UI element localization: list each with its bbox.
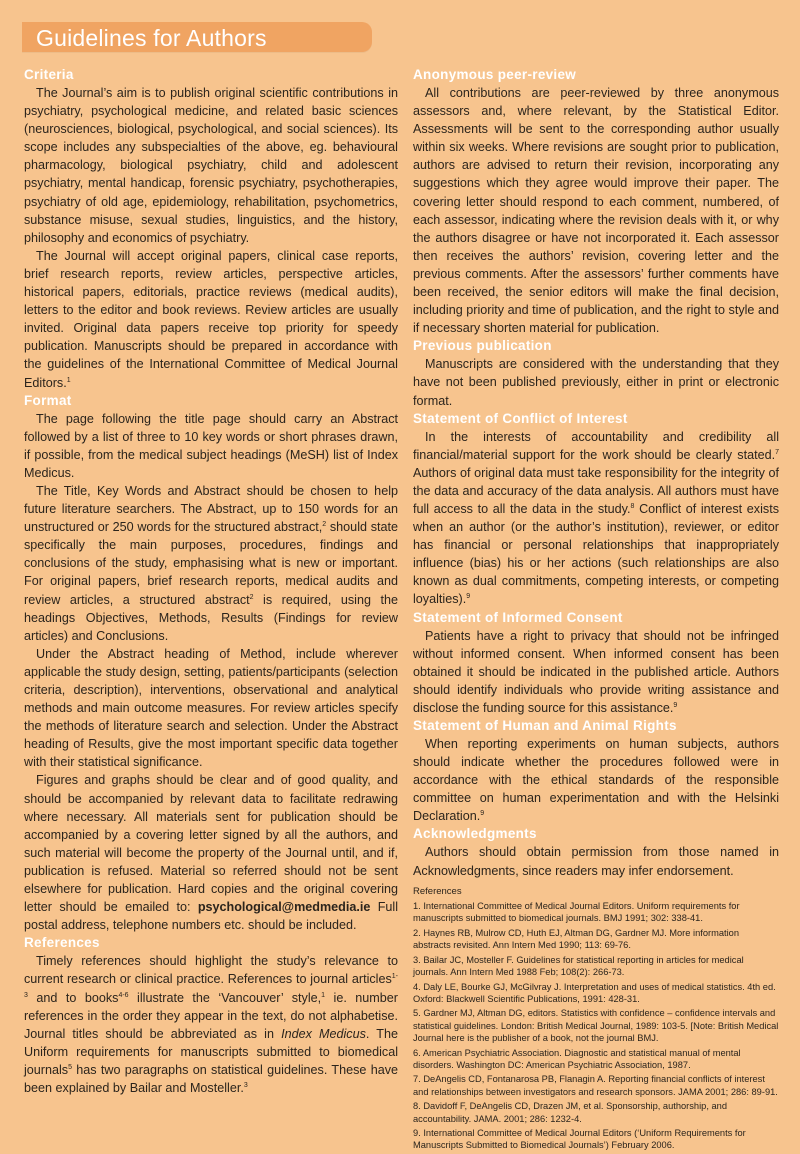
- acknowledgments-paragraph: Authors should obtain permission from those named in Acknowledgments, since readers may infer endorsement.: [413, 845, 779, 878]
- heading-previous-publication: Previous publication: [413, 338, 552, 354]
- submission-email[interactable]: psychological@medmedia.ie: [197, 900, 371, 915]
- references-paragraph: Timely references should highlight the study’s relevance to current research or clinical practice. References to journal articles$^{1-3}$ and to books$^{4-6}$ illustrate the ‘Vancouver’ style,$^1$ ie. number references in the order they appear in the text, do not alphabetise. Journal titles should be abbreviated as in Index Medicus. The Uniform requirements for manuscripts submitted to biomedical journals$^5$ has two paragraphs on statistical guidelines. These have been explained by Bailar and Mosteller.$^3$: [24, 954, 398, 1095]
- criteria-paragraph-2: The Journal will accept original papers, clinical case reports, brief research reports, review articles, perspective articles, historical papers, editorials, practice reviews (medical audits), letters to the editor and book reviews. Review articles are usually invited. Original data papers receive top priority for speedy publication. Manuscripts should be prepared in accordance with the guidelines of the International Committee of Medical Journal Editors.$^1$: [24, 248, 398, 390]
- rights-paragraph: When reporting experiments on human subjects, authors should indicate whether the procedures followed were in accordance with the ethical standards of the responsible committee on human experimentation and with the Helsinki Declaration.$^9$: [413, 737, 779, 824]
- peer-review-paragraph: All contributions are peer-reviewed by three anonymous assessors and, where relevant, by the Statistical Editor. Assessments will be sent to the corresponding author usually within six weeks. Where revisions are sought prior to publication, authors are advised to return their revision, incorporating any suggestions which they agree would improve their paper. The covering letter should respond to each comment, numbered, of each assessor, indicating where the revision deals with it, or why the authors disagree or have not incorporated it. Each assessor then receives the authors’ revision, covering letter and the previous comments. After the assessors’ further comments have been received, the senior editors will make the final decision, including priority and time of publication, and the right to style and if necessary shorten material for publication.: [413, 86, 779, 336]
- format-paragraph-1: The page following the title page should carry an Abstract followed by a list of three to 10 key words or short phrases drawn, if possible, from the medical subject headings (MeSH) list of Index Medicus.: [24, 411, 398, 480]
- heading-acknowledgments: Acknowledgments: [413, 826, 537, 842]
- heading-references: References: [24, 935, 100, 951]
- reference-item: 4. Daly LE, Bourke GJ, McGilvray J. Interpretation and uses of medical statistics. 4th ed. Oxford: Blackwell Scientific Publications, 1991: 428-31.: [413, 981, 776, 1004]
- reference-item: 7. DeAngelis CD, Fontanarosa PB, Flanagin A. Reporting financial conflicts of interest and relationships between investigators and research sponsors. JAMA 2001; 286: 89-91.: [413, 1074, 778, 1097]
- heading-conflict-of-interest: Statement of Conflict of Interest: [413, 410, 628, 426]
- criteria-paragraph-1: The Journal’s aim is to publish original scientific contributions in psychiatry, psychological medicine, and related basic sciences (neurosciences, biological, psychological, and social sciences). Its scope includes any subspecialties of the above, eg. behavioural pharmacology, biological psychiatry, child and adolescent psychiatry, mental handicap, forensic psychiatry, psychotherapies, psychiatry of old age, epidemiology, rehabilitation, psychometrics, substance misuse, sexual studies, linguistics, and the history, philosophy and economics of psychiatry.: [24, 86, 398, 245]
- format-paragraph-2: The Title, Key Words and Abstract should be chosen to help future literature searchers. The Abstract, up to 150 words for an unstructured or 250 words for the structured abstract,$^2$ should state specifically the main purposes, procedures, findings and conclusions of the study, emphasising what is new or important. For original papers, brief research reports, medical audits and review articles, a structured abstract$^2$ is required, using the headings Objectives, Methods, Results (Findings for review articles) and Conclusions.: [24, 483, 399, 643]
- reference-list: [413, 886, 779, 1152]
- reference-item: 6. American Psychiatric Association. Diagnostic and statistical manual of mental disorders. Washington DC: American Psychiatric Association, 1987.: [413, 1047, 741, 1070]
- heading-format: Format: [24, 392, 72, 408]
- header-bar: [22, 22, 372, 52]
- format-paragraph-3: Under the Abstract heading of Method, include wherever applicable the study design, setting, patients/participants (selection criteria, description), interventions, observational and analytical methods and main outcome measures. For review articles specify the methods of literature search and selection. Under the Abstract heading of Results, give the most important specific data together with their statistical significance.: [24, 646, 398, 770]
- heading-peer-review: Anonymous peer-review: [413, 67, 577, 82]
- page-title: Guidelines for Authors: [36, 25, 267, 51]
- format-paragraph-4: Figures and graphs should be clear and of good quality, and should be accompanied by relevant data to facilitate redrawing where necessary. All materials sent for publication should be accompanied by a covering letter signed by all the authors, and such material will become the property of the Journal until, and if, publication is refused. Material so referred should not be sent elsewhere for publication. Hard copies and the original covering letter should be emailed to: psychological@medmedia.ie Full postal address, telephone numbers etc. should be included.: [24, 773, 399, 933]
- reference-item: 5. Gardner MJ, Altman DG, editors. Statistics with confidence – confidence intervals and statistical guidelines. London: British Medical Journal, 1989: 103-5. [Note: British Medical Journal here is the publisher of a book, not the journal BMJ.: [413, 1008, 779, 1044]
- reference-item: 3. Bailar JC, Mosteller F. Guidelines for statistical reporting in articles for medical journals. Ann Intern Med 1988 Feb; 108(2): 266-73.: [413, 954, 744, 978]
- reference-list-title: References: [413, 885, 462, 897]
- reference-item: 2. Haynes RB, Mulrow CD, Huth EJ, Altman DG, Gardner MJ. More information abstracts revisited. Ann Intern Med 1990; 113: 69-76.: [413, 927, 740, 951]
- heading-human-animal-rights: Statement of Human and Animal Rights: [413, 718, 677, 733]
- reference-item: 9. International Committee of Medical Journal Editors (‘Uniform Requirements for Manuscripts Submitted to Biomedical Journals’) February 2006.: [413, 1127, 746, 1151]
- heading-informed-consent: Statement of Informed Consent: [413, 609, 623, 625]
- previous-publication-paragraph: Manuscripts are considered with the understanding that they have not been published previously, either in print or electronic format.: [413, 357, 779, 408]
- right-column: [413, 66, 779, 1154]
- left-column: [24, 66, 398, 1097]
- reference-item: 1. International Committee of Medical Journal Editors. Uniform requirements for manuscripts submitted to biomedical journals. BMJ 1991; 302: 338-41.: [413, 901, 740, 924]
- consent-paragraph: Patients have a right to privacy that should not be infringed without informed consent. When informed consent has been obtained it should be indicated in the published article. Authors should identify individuals who provide writing assistance and disclose the funding source for this assistance.$^9$: [413, 628, 779, 715]
- conflict-paragraph: In the interests of accountability and credibility all financial/material support for the work should be clearly stated.$^7$ Authors of original data must take responsibility for the integrity of the data and accuracy of the data analysis. All authors must have full access to all the data in the study.$^8$ Conflict of interest exists when an author (or the author’s institution), reviewer, or editor has financial or personal relationships that inappropriately influence (bias) his or her actions (such relationships are also known as dual commitments, competing interests, or competing loyalties).$^9$: [413, 429, 779, 607]
- reference-item: 8. Davidoff F, DeAngelis CD, Drazen JM, et al. Sponsorship, authorship, and accountability. JAMA. 2001; 286: 1232-4.: [413, 1101, 728, 1124]
- heading-criteria: Criteria: [24, 67, 74, 82]
